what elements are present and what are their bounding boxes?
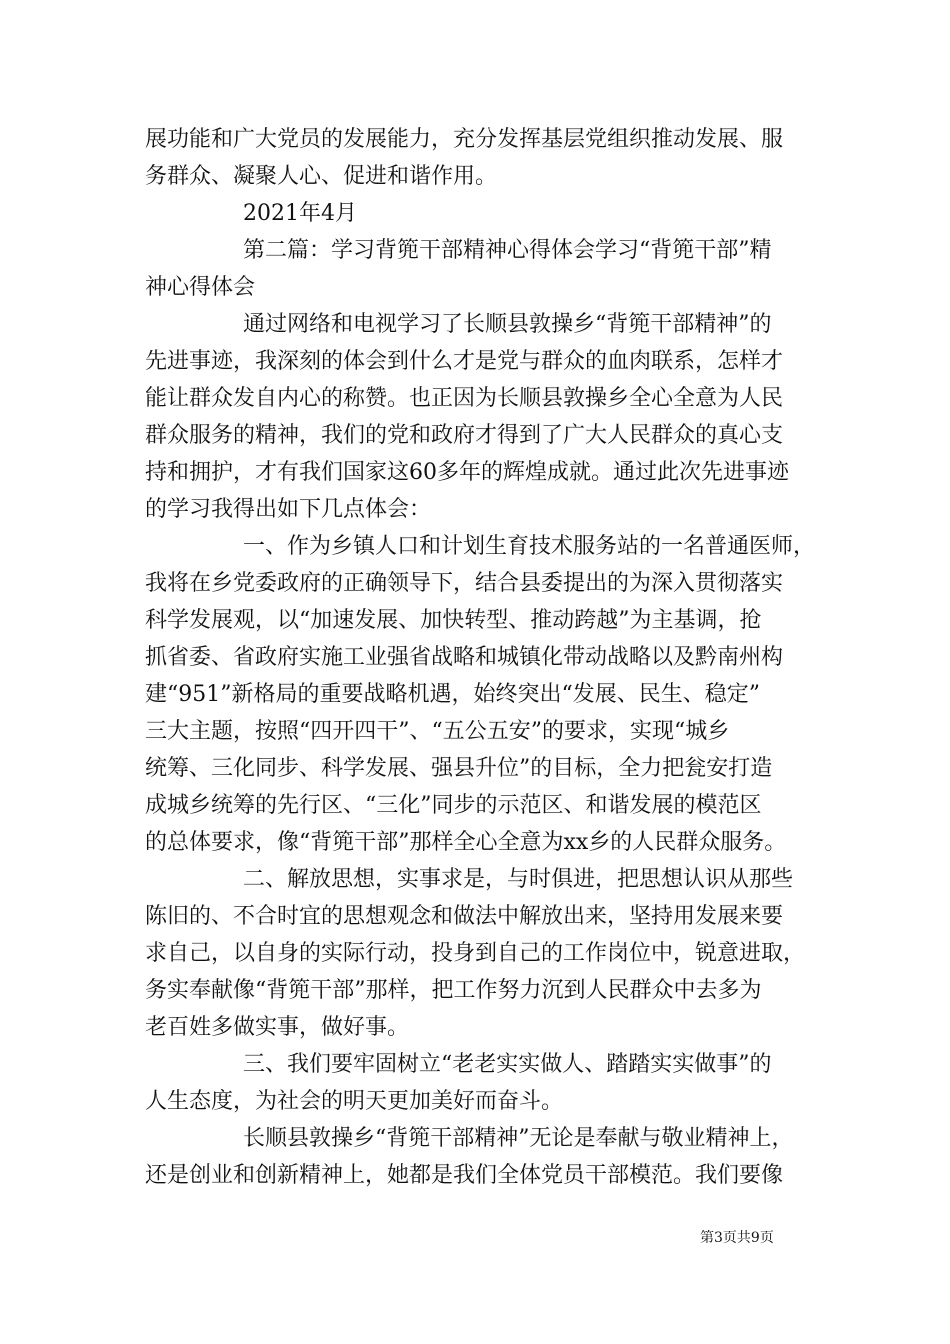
text-line: 通过网络和电视学习了长顺县敦操乡“背篼干部精神”的 — [243, 312, 772, 337]
date-line: 2021年4月 — [243, 201, 357, 226]
text-line: 成城乡统筹的先行区、“三化”同步的示范区、和谐发展的模范区 — [145, 793, 762, 818]
text-line: 科学发展观，以“加速发展、加快转型、推动跨越”为主基调，抢 — [145, 608, 762, 633]
text-line: 还是创业和创新精神上，她都是我们全体党员干部模范。我们要像 — [145, 1163, 784, 1188]
text-line: 务群众、凝聚人心、促进和谐作用。 — [145, 164, 498, 189]
text-line: 二、解放思想，实事求是，与时俱进，把思想认识从那些 — [243, 867, 794, 892]
text-line: 务实奉献像“背篼干部”那样，把工作努力沉到人民群众中去多为 — [145, 978, 762, 1003]
text-line: 人生态度，为社会的明天更加美好而奋斗。 — [145, 1089, 564, 1114]
text-line: 求自己，以自身的实际行动，投身到自己的工作岗位中，锐意进取， — [145, 941, 806, 966]
page-number: 第3页共9页 — [700, 1230, 774, 1246]
text-line: 老百姓多做实事，做好事。 — [145, 1015, 410, 1040]
text-line: 建“951”新格局的重要战略机遇，始终突出“发展、民生、稳定” — [145, 682, 760, 707]
text-line: 展功能和广大党员的发展能力，充分发挥基层党组织推动发展、服 — [145, 127, 784, 152]
text-line: 的学习我得出如下几点体会： — [145, 497, 432, 522]
text-line: 的总体要求，像“背篼干部”那样全心全意为xx乡的人民群众服务。 — [145, 830, 787, 855]
text-line: 长顺县敦操乡“背篼干部精神”无论是奉献与敬业精神上， — [243, 1126, 794, 1151]
section-title-cont: 神心得体会 — [145, 275, 256, 300]
text-line: 统筹、三化同步、科学发展、强县升位”的目标，全力把瓮安打造 — [145, 756, 773, 781]
text-line: 三、我们要牢固树立“老老实实做人、踏踏实实做事”的 — [243, 1052, 772, 1077]
text-line: 能让群众发自内心的称赞。也正因为长顺县敦操乡全心全意为人民 — [145, 386, 784, 411]
text-line: 陈旧的、不合时宜的思想观念和做法中解放出来，坚持用发展来要 — [145, 904, 784, 929]
text-line: 三大主题，按照“四开四干”、“五公五安”的要求，实现“城乡 — [145, 719, 730, 744]
text-line: 我将在乡党委政府的正确领导下，结合县委提出的为深入贯彻落实 — [145, 571, 784, 596]
text-line: 一、作为乡镇人口和计划生育技术服务站的一名普通医师， — [243, 534, 816, 559]
section-title: 第二篇：学习背篼干部精神心得体会学习“背篼干部”精 — [243, 238, 772, 263]
text-line: 抓省委、省政府实施工业强省战略和城镇化带动战略以及黔南州构 — [145, 645, 784, 670]
text-line: 持和拥护，才有我们国家这60多年的辉煌成就。通过此次先进事迹 — [145, 460, 789, 485]
text-line: 先进事迹，我深刻的体会到什么才是党与群众的血肉联系，怎样才 — [145, 349, 784, 374]
text-line: 群众服务的精神，我们的党和政府才得到了广大人民群众的真心支 — [145, 423, 784, 448]
